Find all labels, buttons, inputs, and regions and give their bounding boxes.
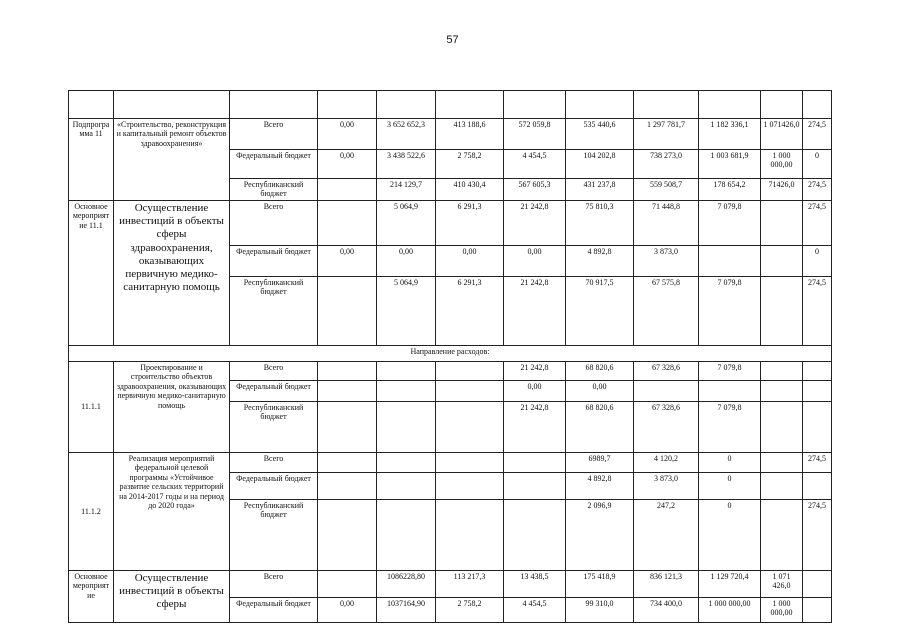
value-cell: 71426,0 <box>761 179 803 201</box>
value-cell: 431 237,8 <box>566 179 634 201</box>
value-cell <box>318 381 377 402</box>
funding-source: Всего <box>230 201 318 246</box>
value-cell <box>436 362 504 381</box>
table-row <box>69 571 832 598</box>
value-cell: 71 448,8 <box>634 201 699 246</box>
value-cell: 7 079,8 <box>699 402 761 453</box>
table-row <box>69 362 832 381</box>
page-number: 57 <box>446 34 459 46</box>
value-cell <box>318 500 377 571</box>
program-name: Осуществление инвестиций в объекты сферы <box>114 571 230 623</box>
direction-label: Направление расходов: <box>69 346 832 362</box>
value-cell: 67 328,6 <box>634 362 699 381</box>
value-cell: 0 <box>699 473 761 500</box>
value-cell: 4 892,8 <box>566 246 634 277</box>
value-cell <box>318 179 377 201</box>
value-cell: 1 129 720,4 <box>699 571 761 598</box>
funding-source: Республиканский бюджет <box>230 179 318 201</box>
value-cell <box>504 473 566 500</box>
value-cell: 274,5 <box>803 453 832 473</box>
value-cell: 0,00 <box>566 381 634 402</box>
value-cell: 2 096,9 <box>566 500 634 571</box>
value-cell <box>761 277 803 346</box>
value-cell <box>318 201 377 246</box>
value-cell <box>699 246 761 277</box>
value-cell: 0 <box>803 246 832 277</box>
value-cell: 4 454,5 <box>504 598 566 623</box>
header-cell <box>699 91 761 119</box>
program-code: 11.1.1 <box>69 362 114 453</box>
program-code: Основное мероприятие <box>69 571 114 623</box>
value-cell: 5 064,9 <box>377 277 436 346</box>
value-cell <box>803 402 832 453</box>
value-cell: 413 188,6 <box>436 119 504 150</box>
value-cell: 410 430,4 <box>436 179 504 201</box>
value-cell: 6 291,3 <box>436 201 504 246</box>
value-cell: 0,00 <box>504 246 566 277</box>
budget-table <box>68 90 832 623</box>
value-cell: 2 758,2 <box>436 598 504 623</box>
value-cell <box>803 362 832 381</box>
program-name: Осуществление инвестиций в объекты сферы здравоохранения, оказывающих первичную медико-санитарную помощь <box>114 201 230 346</box>
header-cell <box>634 91 699 119</box>
value-cell: 75 810,3 <box>566 201 634 246</box>
funding-source: Федеральный бюджет <box>230 246 318 277</box>
value-cell: 0,00 <box>377 246 436 277</box>
value-cell <box>318 277 377 346</box>
value-cell: 67 575,8 <box>634 277 699 346</box>
value-cell: 535 440,6 <box>566 119 634 150</box>
table-row <box>69 453 832 473</box>
value-cell <box>761 246 803 277</box>
value-cell: 1 000 000,00 <box>699 598 761 623</box>
value-cell: 0,00 <box>504 381 566 402</box>
value-cell: 1 182 336,1 <box>699 119 761 150</box>
value-cell <box>318 362 377 381</box>
header-cell <box>69 91 114 119</box>
value-cell: 3 873,0 <box>634 246 699 277</box>
value-cell: 0,00 <box>318 150 377 179</box>
value-cell: 68 820,6 <box>566 402 634 453</box>
value-cell: 3 652 652,3 <box>377 119 436 150</box>
value-cell: 274,5 <box>803 201 832 246</box>
value-cell: 13 438,5 <box>504 571 566 598</box>
value-cell <box>377 402 436 453</box>
value-cell: 175 418,9 <box>566 571 634 598</box>
table-row <box>69 119 832 150</box>
header-cell <box>761 91 803 119</box>
value-cell: 21 242,8 <box>504 201 566 246</box>
funding-source: Всего <box>230 453 318 473</box>
value-cell <box>761 473 803 500</box>
value-cell <box>504 500 566 571</box>
value-cell <box>377 453 436 473</box>
value-cell: 3 438 522,6 <box>377 150 436 179</box>
funding-source: Республиканский бюджет <box>230 402 318 453</box>
value-cell <box>436 453 504 473</box>
value-cell: 0 <box>803 150 832 179</box>
value-cell <box>761 381 803 402</box>
value-cell: 0,00 <box>318 119 377 150</box>
value-cell: 1 071426,0 <box>761 119 803 150</box>
budget-table-body <box>69 91 832 623</box>
value-cell: 1037164,90 <box>377 598 436 623</box>
value-cell <box>318 571 377 598</box>
funding-source: Федеральный бюджет <box>230 473 318 500</box>
value-cell: 836 121,3 <box>634 571 699 598</box>
value-cell: 274,5 <box>803 500 832 571</box>
header-cell <box>318 91 377 119</box>
value-cell: 0,00 <box>436 246 504 277</box>
value-cell <box>318 402 377 453</box>
value-cell <box>803 571 832 598</box>
value-cell: 738 273,0 <box>634 150 699 179</box>
value-cell: 21 242,8 <box>504 362 566 381</box>
funding-source: Республиканский бюджет <box>230 500 318 571</box>
funding-source: Республиканский бюджет <box>230 277 318 346</box>
value-cell: 70 917,5 <box>566 277 634 346</box>
funding-source: Всего <box>230 362 318 381</box>
value-cell: 113 217,3 <box>436 571 504 598</box>
value-cell <box>761 402 803 453</box>
value-cell <box>377 473 436 500</box>
value-cell: 214 129,7 <box>377 179 436 201</box>
value-cell: 7 079,8 <box>699 277 761 346</box>
value-cell: 0 <box>699 500 761 571</box>
value-cell: 2 758,2 <box>436 150 504 179</box>
value-cell <box>634 381 699 402</box>
value-cell: 6 291,3 <box>436 277 504 346</box>
funding-source: Всего <box>230 119 318 150</box>
value-cell: 104 202,8 <box>566 150 634 179</box>
value-cell <box>318 473 377 500</box>
program-name: «Строительство, реконструкция и капитальный ремонт объектов здравоохранения» <box>114 119 230 201</box>
value-cell <box>436 500 504 571</box>
value-cell <box>377 381 436 402</box>
header-cell <box>377 91 436 119</box>
value-cell: 4 120,2 <box>634 453 699 473</box>
value-cell: 274,5 <box>803 277 832 346</box>
value-cell <box>318 453 377 473</box>
value-cell: 5 064,9 <box>377 201 436 246</box>
value-cell: 7 079,8 <box>699 362 761 381</box>
value-cell: 247,2 <box>634 500 699 571</box>
value-cell <box>377 362 436 381</box>
program-name: Реализация мероприятий федеральной целевой программы «Устойчивое развитие сельских территорий на 2014-2017 годы и на период до 2020 года» <box>114 453 230 571</box>
value-cell <box>761 500 803 571</box>
funding-source: Всего <box>230 571 318 598</box>
value-cell: 67 328,6 <box>634 402 699 453</box>
value-cell: 1086228,80 <box>377 571 436 598</box>
header-cell <box>803 91 832 119</box>
value-cell: 567 605,3 <box>504 179 566 201</box>
value-cell <box>504 453 566 473</box>
value-cell: 6989,7 <box>566 453 634 473</box>
value-cell: 4 454,5 <box>504 150 566 179</box>
value-cell <box>803 473 832 500</box>
value-cell <box>803 598 832 623</box>
value-cell: 1 003 681,9 <box>699 150 761 179</box>
value-cell: 572 059,8 <box>504 119 566 150</box>
funding-source: Федеральный бюджет <box>230 381 318 402</box>
value-cell <box>761 362 803 381</box>
value-cell: 274,5 <box>803 179 832 201</box>
value-cell: 1 297 781,7 <box>634 119 699 150</box>
program-code: Основное мероприятие 11.1 <box>69 201 114 346</box>
value-cell: 1 000 000,00 <box>761 150 803 179</box>
header-cell <box>566 91 634 119</box>
value-cell <box>436 381 504 402</box>
value-cell: 4 892,8 <box>566 473 634 500</box>
value-cell <box>436 473 504 500</box>
value-cell: 734 400,0 <box>634 598 699 623</box>
header-cell <box>436 91 504 119</box>
value-cell <box>699 381 761 402</box>
header-cell <box>114 91 230 119</box>
value-cell: 0,00 <box>318 246 377 277</box>
value-cell: 3 873,0 <box>634 473 699 500</box>
value-cell: 99 310,0 <box>566 598 634 623</box>
value-cell: 274,5 <box>803 119 832 150</box>
header-cell <box>504 91 566 119</box>
value-cell: 178 654,2 <box>699 179 761 201</box>
value-cell <box>761 201 803 246</box>
value-cell: 21 242,8 <box>504 402 566 453</box>
value-cell: 1 000 000,00 <box>761 598 803 623</box>
funding-source: Федеральный бюджет <box>230 598 318 623</box>
value-cell <box>761 453 803 473</box>
value-cell: 559 508,7 <box>634 179 699 201</box>
direction-row <box>69 346 832 362</box>
table-row <box>69 201 832 246</box>
program-code: 11.1.2 <box>69 453 114 571</box>
value-cell: 0 <box>699 453 761 473</box>
value-cell: 68 820,6 <box>566 362 634 381</box>
value-cell <box>436 402 504 453</box>
value-cell: 0,00 <box>318 598 377 623</box>
value-cell: 7 079,8 <box>699 201 761 246</box>
value-cell: 1 071 426,0 <box>761 571 803 598</box>
program-code: Подпрограмма 11 <box>69 119 114 201</box>
table-header-row <box>69 91 832 119</box>
value-cell: 21 242,8 <box>504 277 566 346</box>
funding-source: Федеральный бюджет <box>230 150 318 179</box>
value-cell <box>377 500 436 571</box>
header-cell <box>230 91 318 119</box>
value-cell <box>803 381 832 402</box>
program-name: Проектирование и строительство объектов здравоохранения, оказывающих первичную медико-санитарную помощь <box>114 362 230 453</box>
